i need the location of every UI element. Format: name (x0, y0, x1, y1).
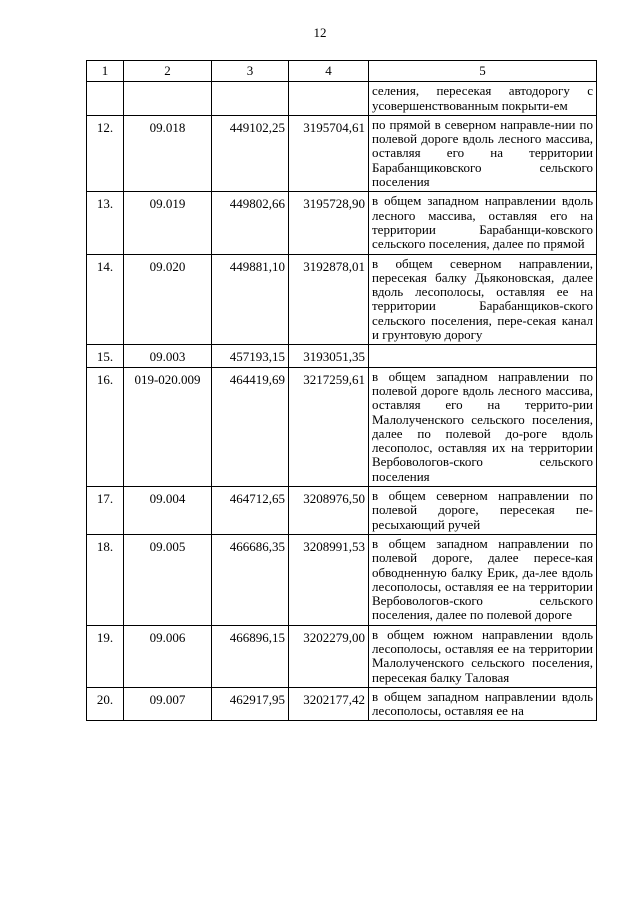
boundary-description: в общем южном направлении вдоль лесополосы, оставляя ее на территории Малолученского сельского поселения, пересекая балку Таловая (369, 625, 597, 687)
table-row (87, 534, 597, 625)
row-number (87, 82, 124, 116)
point-id: 019-020.009 (124, 367, 212, 486)
boundary-description: в общем западном направлении по полевой дороге вдоль лесного массива, оставляя его на террито-рии Малолученского сельского поселения, далее по полевой до-роге вдоль лесополос, оставляя их на территории Вербовологов-ского сельского поселения (369, 367, 597, 486)
y-coordinate (289, 82, 369, 116)
table-row (87, 345, 597, 367)
x-coordinate: 466686,35 (212, 534, 289, 625)
point-id: 09.004 (124, 487, 212, 535)
table-row (87, 82, 597, 116)
row-number: 20. (87, 687, 124, 721)
y-coordinate: 3202177,42 (289, 687, 369, 721)
y-coordinate: 3195704,61 (289, 115, 369, 191)
point-id: 09.018 (124, 115, 212, 191)
column-header: 5 (369, 61, 597, 82)
y-coordinate: 3192878,01 (289, 254, 369, 345)
boundary-description: селения, пересекая автодорогу с усовершенствованным покрыти-ем (369, 82, 597, 116)
point-id: 09.003 (124, 345, 212, 367)
x-coordinate: 457193,15 (212, 345, 289, 367)
boundary-description: в общем западном направлении вдоль лесного массива, оставляя его на территории Барабанщи-ковского сельского поселения, далее по прямой (369, 192, 597, 254)
x-coordinate (212, 82, 289, 116)
column-header: 4 (289, 61, 369, 82)
y-coordinate: 3202279,00 (289, 625, 369, 687)
column-header: 1 (87, 61, 124, 82)
boundary-points-table (86, 60, 597, 721)
table-row (87, 687, 597, 721)
x-coordinate: 449881,10 (212, 254, 289, 345)
boundary-description (369, 345, 597, 367)
row-number: 18. (87, 534, 124, 625)
boundary-description: в общем западном направлении вдоль лесополосы, оставляя ее на (369, 687, 597, 721)
x-coordinate: 449102,25 (212, 115, 289, 191)
table-row (87, 192, 597, 254)
table-row (87, 487, 597, 535)
x-coordinate: 464419,69 (212, 367, 289, 486)
point-id: 09.005 (124, 534, 212, 625)
x-coordinate: 462917,95 (212, 687, 289, 721)
x-coordinate: 466896,15 (212, 625, 289, 687)
point-id: 09.019 (124, 192, 212, 254)
x-coordinate: 449802,66 (212, 192, 289, 254)
y-coordinate: 3193051,35 (289, 345, 369, 367)
row-number: 16. (87, 367, 124, 486)
point-id: 09.006 (124, 625, 212, 687)
row-number: 15. (87, 345, 124, 367)
row-number: 14. (87, 254, 124, 345)
table-row (87, 115, 597, 191)
y-coordinate: 3208976,50 (289, 487, 369, 535)
boundary-description: по прямой в северном направле-нии по полевой дороге вдоль лесного массива, оставляя его на территории Барабанщиковского сельского поселения (369, 115, 597, 191)
point-id (124, 82, 212, 116)
table-row (87, 254, 597, 345)
y-coordinate: 3195728,90 (289, 192, 369, 254)
page-number: 12 (313, 25, 327, 40)
y-coordinate: 3208991,53 (289, 534, 369, 625)
point-id: 09.007 (124, 687, 212, 721)
y-coordinate: 3217259,61 (289, 367, 369, 486)
x-coordinate: 464712,65 (212, 487, 289, 535)
row-number: 17. (87, 487, 124, 535)
table-row (87, 625, 597, 687)
row-number: 12. (87, 115, 124, 191)
boundary-description: в общем северном направлении по полевой дороге, пересекая пе-ресыхающий ручей (369, 487, 597, 535)
boundary-description: в общем северном направлении, пересекая балку Дьяконовская, далее вдоль лесополосы, оставляя ее на территории Барабанщиков-ского сельского поселения, пере-секая канал и грунтовую дорогу (369, 254, 597, 345)
boundary-description: в общем западном направлении по полевой дороге, далее пересе-кая обводненную балку Ерик, да-лее вдоль лесополосы, оставляя ее на территории Вербовологов-ского сельского поселения, далее по полевой дороге (369, 534, 597, 625)
row-number: 19. (87, 625, 124, 687)
table-header-row (87, 61, 597, 82)
row-number: 13. (87, 192, 124, 254)
point-id: 09.020 (124, 254, 212, 345)
table-row (87, 367, 597, 486)
column-header: 3 (212, 61, 289, 82)
column-header: 2 (124, 61, 212, 82)
